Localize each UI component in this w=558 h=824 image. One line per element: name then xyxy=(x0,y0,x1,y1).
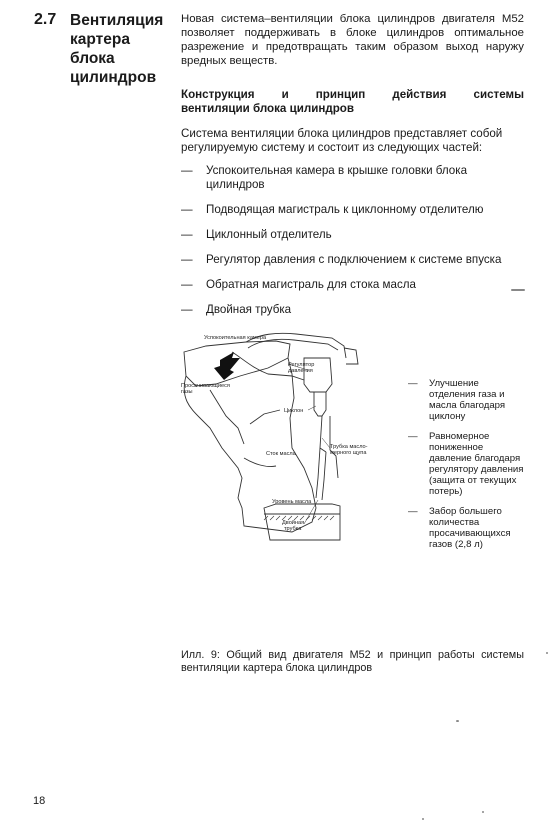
list-item xyxy=(181,253,524,267)
list-item xyxy=(181,203,524,217)
intro-paragraph: Новая система–вентиляции блока цилиндров двигателя М52 позволяет поддерживать в блоке цилиндров оптимальное разрежение и предотвращать таким образом выход наружу вредных веществ. xyxy=(181,13,524,67)
label-calming-chamber: Успокоительная камера xyxy=(204,335,267,341)
engine-diagram xyxy=(180,328,400,560)
label-blowby-gases-1: Просачивающиеся xyxy=(181,383,230,389)
list-item-text: Подводящая магистраль к циклонному отделителю xyxy=(206,203,484,216)
components-list xyxy=(181,164,524,328)
list-dash: — xyxy=(408,378,418,389)
double-tube xyxy=(316,448,326,500)
list-item xyxy=(408,506,528,550)
list-item xyxy=(408,431,528,497)
cyclone-body xyxy=(314,392,326,416)
cylinder-head-cover xyxy=(184,341,290,386)
list-item-text: Обратная магистраль для стока масла xyxy=(206,278,416,291)
list-item xyxy=(181,303,524,317)
list-item xyxy=(181,164,524,192)
scan-speck xyxy=(546,652,548,654)
blowby-arrow-icon xyxy=(214,352,240,380)
list-dash: — xyxy=(181,228,193,241)
leader-cyclone xyxy=(308,406,316,410)
subheading-line-2: вентиляции блока цилиндров xyxy=(181,102,355,115)
label-blowby-gases-2: газы xyxy=(181,389,193,395)
caption-line-2: вентиляции картера блока цилиндров xyxy=(181,662,373,674)
label-pressure-regulator-2: давления xyxy=(288,368,313,374)
scan-speck xyxy=(422,818,424,820)
figure-caption xyxy=(181,649,524,675)
list-item-text: Улучшение отделения газа и масла благодаря циклону xyxy=(429,378,506,422)
list-dash: — xyxy=(181,303,193,316)
leader-dipstick xyxy=(322,438,330,448)
subheading xyxy=(181,88,524,116)
list-item-text: Циклонный отделитель xyxy=(206,228,332,241)
caption-line-1: Илл. 9: Общий вид двигателя М52 и принцип работы системы xyxy=(181,649,524,661)
list-item xyxy=(408,378,528,422)
description-paragraph: Система вентиляции блока цилиндров представляет собой регулируемую систему и состоит из следующих частей: xyxy=(181,127,503,154)
label-dipstick-tube-2: мерного щупа xyxy=(330,450,367,456)
benefits-list xyxy=(408,378,528,559)
scan-speck xyxy=(482,811,484,813)
list-item-text: Забор большего количества просачивающихся газов (2,8 л) xyxy=(429,506,511,550)
label-pressure-regulator-1: Регулятор xyxy=(288,362,315,368)
list-dash: — xyxy=(181,278,193,291)
page-number: 18 xyxy=(33,795,46,807)
label-oil-drain: Сток масла xyxy=(266,451,296,457)
scan-mark xyxy=(511,289,525,291)
list-dash: — xyxy=(181,253,193,266)
label-double-tube-2: трубка xyxy=(284,526,302,532)
list-item xyxy=(181,278,524,292)
list-dash: — xyxy=(181,203,193,216)
list-dash: — xyxy=(181,164,193,177)
section-number: 2.7 xyxy=(34,11,57,28)
subheading-line-1: Конструкция и принцип действия системы xyxy=(181,88,524,101)
list-item-text: Регулятор давления с подключением к системе впуска xyxy=(206,253,502,266)
list-dash: — xyxy=(408,431,418,442)
label-dipstick-tube-1: Трубка масло- xyxy=(330,444,368,450)
list-item-text: Успокоительная камера в крышке головки блока цилиндров xyxy=(206,164,468,191)
list-dash: — xyxy=(408,506,418,517)
list-item-text: Двойная трубка xyxy=(206,303,292,316)
dipstick-tube xyxy=(320,416,326,452)
section-title: Вентиляция картера блока цилиндров xyxy=(70,12,164,86)
scan-speck xyxy=(456,720,459,722)
list-item-text: Равномерное пониженное давление благодаря регулятору давления (защита от текущих потерь) xyxy=(429,431,524,497)
label-cyclone: Циклон xyxy=(284,408,304,414)
list-item xyxy=(181,228,524,242)
engine-ventilation-figure xyxy=(180,328,400,560)
label-double-tube-1: Двойная xyxy=(282,520,305,526)
label-oil-level: Уровень масла xyxy=(272,499,312,505)
